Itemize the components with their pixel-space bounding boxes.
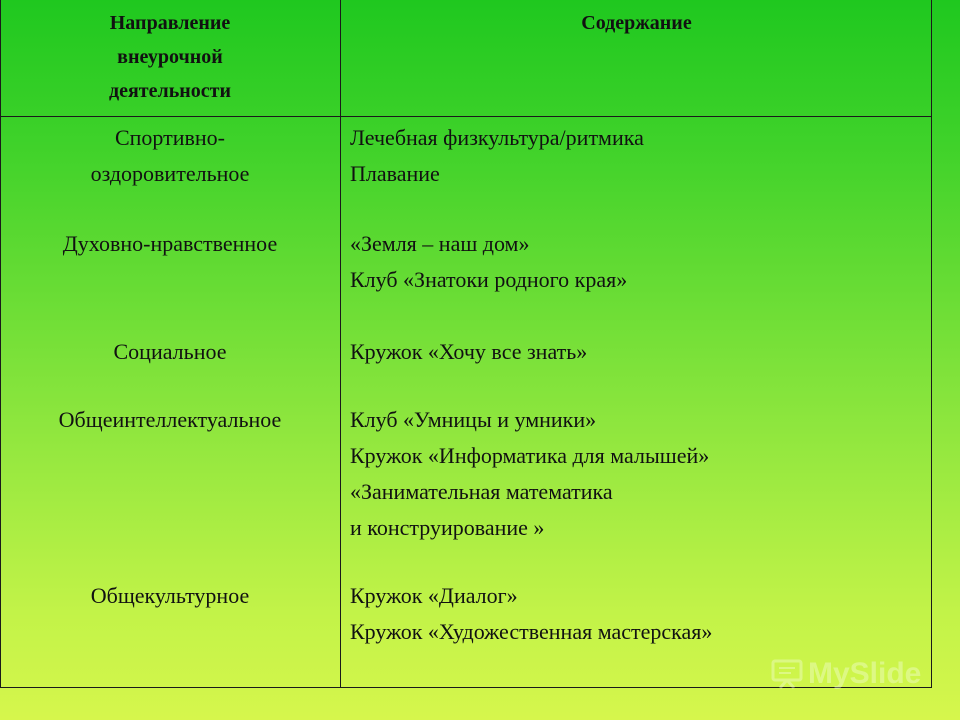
watermark-text: MySlide xyxy=(808,657,922,690)
content-item: «Занимательная математика xyxy=(350,479,613,504)
header-direction-line: Направление xyxy=(109,12,231,34)
myslide-watermark xyxy=(770,656,921,692)
content-item: Клуб «Знатоки родного края» xyxy=(350,267,628,292)
direction-cell: Общеинтеллектуальное xyxy=(58,407,282,432)
content-item: Кружок «Информатика для малышей» xyxy=(350,443,710,468)
content-item: и конструирование » xyxy=(350,515,545,540)
header-content: Содержание xyxy=(581,12,692,34)
direction-cell: Спортивно- xyxy=(114,125,226,150)
content-item: Кружок «Художественная мастерская» xyxy=(350,619,713,644)
header-direction-line: деятельности xyxy=(108,80,232,102)
column-divider xyxy=(340,0,341,688)
content-item: Кружок «Диалог» xyxy=(350,583,518,608)
direction-cell: оздоровительное xyxy=(90,161,250,186)
content-item: Плавание xyxy=(350,161,440,186)
content-item: Лечебная физкультура/ритмика xyxy=(350,125,644,150)
direction-cell: Духовно-нравственное xyxy=(62,231,278,256)
content-item: Клуб «Умницы и умники» xyxy=(350,407,597,432)
direction-cell: Социальное xyxy=(113,339,227,364)
direction-cell: Общекультурное xyxy=(90,583,250,608)
presentation-board-icon xyxy=(770,658,804,690)
header-direction xyxy=(0,6,340,108)
header-divider xyxy=(0,116,932,117)
header-direction-line: внеурочной xyxy=(117,46,223,68)
content-item: «Земля – наш дом» xyxy=(350,231,530,256)
content-item: Кружок «Хочу все знать» xyxy=(350,339,588,364)
